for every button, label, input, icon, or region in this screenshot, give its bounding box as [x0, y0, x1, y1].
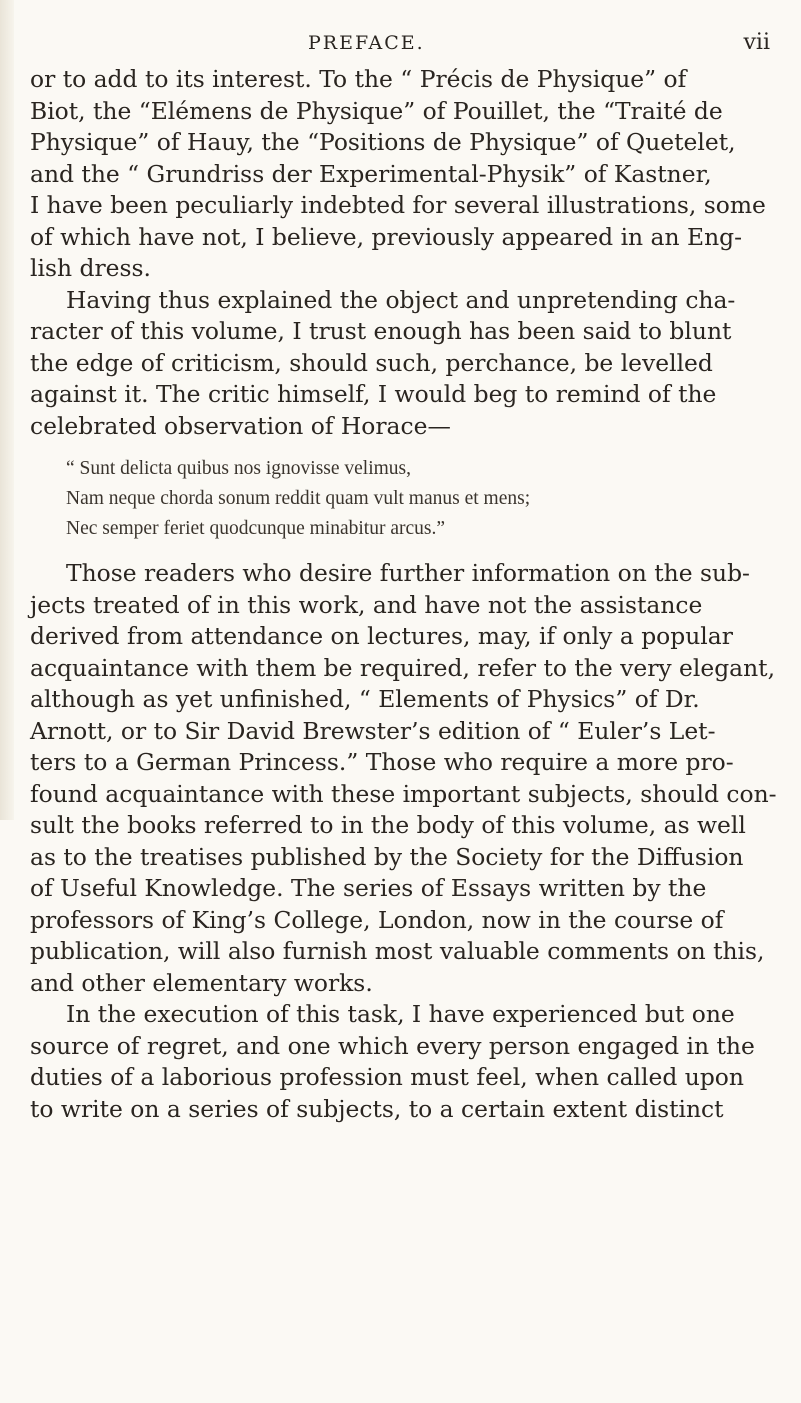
text-line: the edge of criticism, should such, perchance, be levelled: [30, 348, 713, 377]
running-head: PREFACE.: [308, 32, 425, 54]
page-header: [60, 18, 800, 58]
text-line: although as yet unfinished, “ Elements of Physics” of Dr.: [30, 685, 700, 713]
text-line: Having thus explained the object and unpretending cha-: [66, 285, 736, 314]
text-line: Arnott, or to Sir David Brewster’s edition of “ Euler’s Let-: [30, 716, 716, 745]
text-line: duties of a laborious profession must feel, when called upon: [30, 1063, 744, 1091]
text-line: source of regret, and one which every person engaged in the: [30, 1031, 755, 1060]
text-line: Those readers who desire further information on the sub-: [66, 559, 750, 587]
text-line: or to add to its interest. To the “ Précis de Physique” of: [30, 65, 687, 93]
quote-line: Nam neque chorda sonum reddit quam vult manus et mens;: [66, 488, 531, 509]
page-body: [30, 64, 777, 1125]
page-number: vii: [743, 30, 770, 55]
text-line: Biot, the “Elémens de Physique” of Pouillet, the “Traité de: [30, 96, 723, 125]
text-line: lish dress.: [30, 254, 151, 282]
text-line: racter of this volume, I trust enough has been said to blunt: [30, 317, 732, 345]
quote-line: Nec semper feriet quodcunque minabitur arcus.”: [66, 518, 446, 539]
binding-gutter: [0, 0, 14, 820]
text-line: acquaintance with them be required, refer to the very elegant,: [30, 653, 776, 682]
text-line: I have been peculiarly indebted for several illustrations, some: [30, 191, 766, 219]
text-line: professors of King’s College, London, now in the course of: [30, 905, 724, 934]
text-line: celebrated observation of Horace—: [30, 411, 451, 440]
text-line: found acquaintance with these important subjects, should con-: [30, 779, 777, 808]
text-line: to write on a series of subjects, to a certain extent distinct: [30, 1094, 724, 1123]
text-line: In the execution of this task, I have experienced but one: [66, 1000, 735, 1028]
text-line: Physique” of Hauy, the “Positions de Physique” of Quetelet,: [30, 128, 736, 156]
paragraph-4: [30, 999, 770, 1125]
text-line: and the “ Grundriss der Experimental-Physik” of Kastner,: [30, 159, 712, 188]
text-line: as to the treatises published by the Society for the Diffusion: [30, 842, 744, 871]
text-line: publication, will also furnish most valuable comments on this,: [30, 937, 765, 965]
text-line: of Useful Knowledge. The series of Essays written by the: [30, 874, 707, 902]
latin-quotation: [66, 454, 770, 544]
text-line: and other elementary works.: [30, 968, 373, 997]
text-line: sult the books referred to in the body of this volume, as well: [30, 811, 746, 839]
text-line: of which have not, I believe, previously appeared in an Eng-: [30, 222, 743, 251]
paragraph-1: [30, 64, 770, 285]
quote-line: “ Sunt delicta quibus nos ignovisse velimus,: [66, 458, 412, 479]
paragraph-3: [30, 558, 777, 999]
paragraph-2: [30, 285, 770, 443]
text-line: against it. The critic himself, I would beg to remind of the: [30, 380, 717, 408]
text-line: derived from attendance on lectures, may, if only a popular: [30, 622, 733, 650]
text-line: ters to a German Princess.” Those who require a more pro-: [30, 748, 734, 776]
text-line: jects treated of in this work, and have not the assistance: [30, 590, 703, 619]
